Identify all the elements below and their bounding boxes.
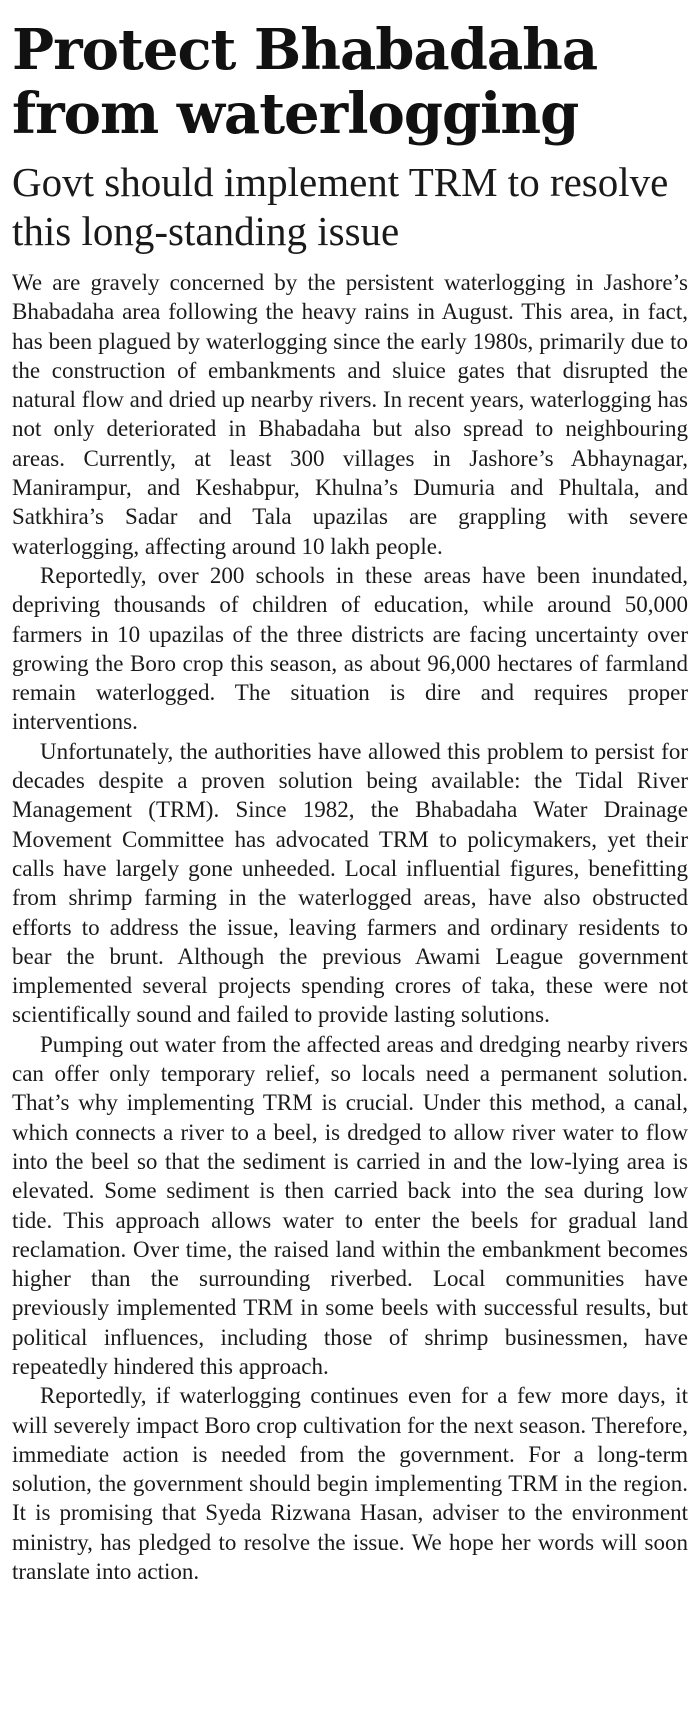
editorial-article: [12, 18, 688, 1586]
paragraph-3: Unfortunately, the authorities have allowed this problem to persist for decades despite a proven solution being available: the Tidal River Management (TRM). Since 1982, the Bhabadaha Water Drainage Movement Committee has advocated TRM to policymakers, yet their calls have largely gone unheeded. Local influential figures, benefitting from shrimp farming in the waterlogged areas, have also obstructed efforts to address the issue, leaving farmers and ordinary residents to bear the brunt. Although the previous Awami League government implemented several projects spending crores of taka, these were not scientifically sound and failed to provide lasting solutions.: [12, 738, 688, 1028]
paragraph-1: We are gravely concerned by the persistent waterlogging in Jashore’s Bhabadaha area following the heavy rains in August. This area, in fact, has been plagued by waterlogging since the early 1980s, primarily due to the construction of embankments and sluice gates that disrupted the natural flow and dried up nearby rivers. In recent years, waterlogging has not only deteriorated in Bhabadaha but also spread to neighbouring areas. Currently, at least 300 villages in Jashore’s Abhaynagar, Manirampur, and Keshabpur, Khulna’s Dumuria and Phultala, and Satkhira’s Sadar and Tala upazilas are grappling with severe waterlogging, affecting around 10 lakh people.: [12, 270, 688, 559]
subheadline: Govt should implement TRM to resolve this long-standing issue: [12, 159, 669, 254]
headline: Protect Bhabadaha from waterlogging: [12, 17, 598, 147]
paragraph-2: Reportedly, over 200 schools in these areas have been inundated, depriving thousands of children of education, while around 50,000 farmers in 10 upazilas of the three districts are facing uncertainty over growing the Boro crop this season, as about 96,000 hectares of farmland remain waterlogged. The situation is dire and requires proper interventions.: [12, 562, 688, 735]
paragraph-5: Reportedly, if waterlogging continues even for a few more days, it will severely impact Boro crop cultivation for the next season. Therefore, immediate action is needed from the government. For a long-term solution, the government should begin implementing TRM in the region. It is promising that Syeda Rizwana Hasan, adviser to the environment ministry, has pledged to resolve the issue. We hope her words will soon translate into action.: [12, 1383, 688, 1585]
paragraph-4: Pumping out water from the affected areas and dredging nearby rivers can offer only temporary relief, so locals need a permanent solution. That’s why implementing TRM is crucial. Under this method, a canal, which connects a river to a beel, is dredged to allow river water to flow into the beel so that the sediment is carried in and the low-lying area is elevated. Some sediment is then carried back into the sea during low tide. This approach allows water to enter the beels for gradual land reclamation. Over time, the raised land within the embankment becomes higher than the surrounding riverbed. Local communities have previously implemented TRM in some beels with successful results, but political influences, including those of shrimp businessmen, have repeatedly hindered this approach.: [12, 1031, 688, 1379]
article-body: [12, 268, 688, 1586]
